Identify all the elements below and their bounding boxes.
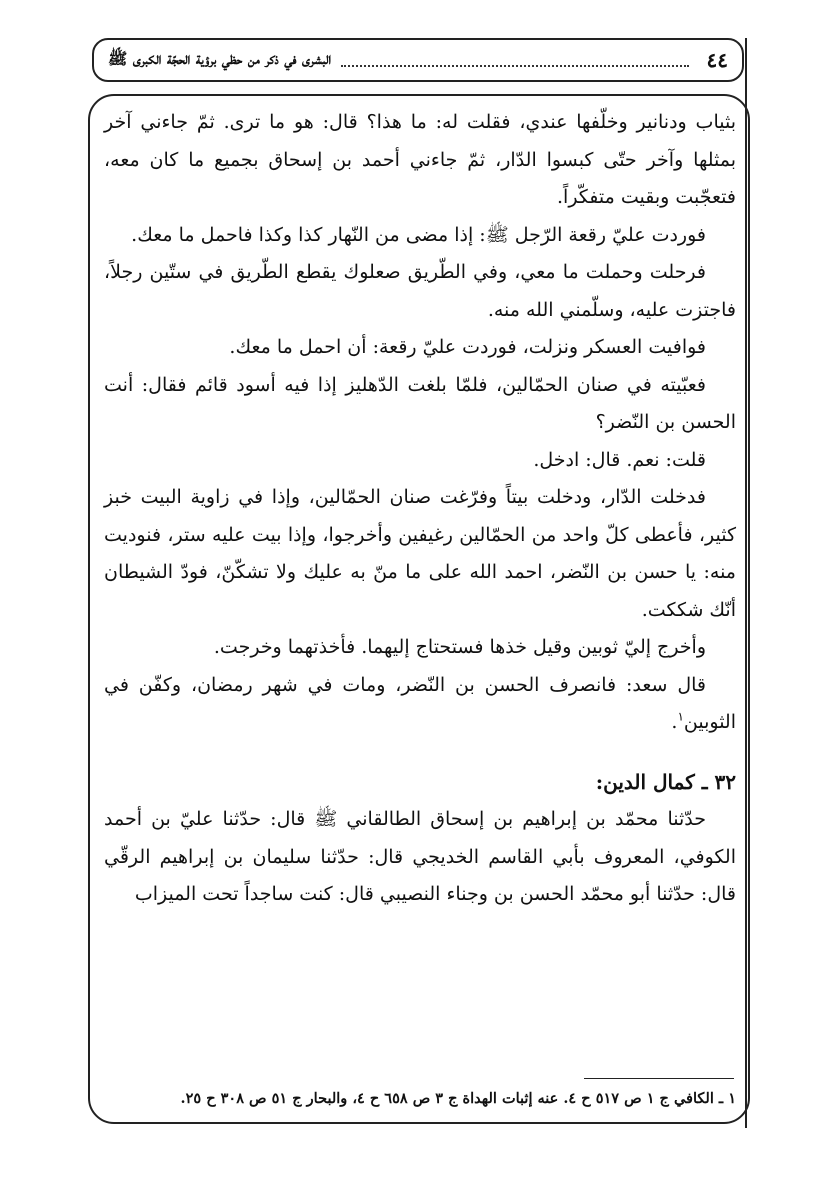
page-number: ٤٤ (706, 48, 728, 72)
paragraph: قلت: نعم. قال: ادخل. (533, 448, 706, 471)
leader-dots (341, 65, 688, 67)
paragraph-with-footnote (104, 667, 736, 742)
paragraph: فوافيت العسكر ونزلت، فوردت عليّ رقعة: أن احمل ما معك. (229, 336, 706, 358)
paragraph: فرحلت وحملت ما معي، وفي الطّريق صعلوك يقطع الطّريق في ستّين رجلاً، فاجتزت عليه، وسلّمني الله منه. (104, 261, 736, 321)
paragraph: حدّثنا محمّد بن إبراهيم بن إسحاق الطالقاني ﷺ قال: حدّثنا عليّ بن أحمد الكوفي، المعروف بأبي القاسم الخديجي قال: حدّثنا سليمان بن إبراهيم الرقّي قال: حدّثنا أبو محمّد الحسن بن وجناء النصيبي قال: كنت ساجداً تحت الميزاب (104, 808, 736, 905)
running-header (92, 38, 744, 82)
paragraph: وأخرج إليّ ثوبين وقيل خذها فستحتاج إليهما. فأخذتهما وخرجت. (213, 636, 706, 658)
paragraph: فوردت عليّ رقعة الرّجل ﷺ: إذا مضى من النّهار كذا وكذا فاحمل ما معك. (131, 223, 706, 246)
paragraph-text: قال سعد: فانصرف الحسن بن النّضر، ومات في شهر رمضان، وكفّن في الثوبين (104, 673, 736, 733)
paragraph: فعبّيته في صنان الحمّالين، فلمّا بلغت الدّهليز إذا فيه أسود قائم فقال: أنت الحسن بن النّضر؟ (104, 373, 736, 433)
footnote-reference: ١ (677, 709, 684, 724)
running-title: البشرى في ذكر من حظي برؤية الحجّة الكبرى ﷺ (108, 48, 332, 68)
footnote: ١ ـ الكافي ج ١ ص ٥١٧ ح ٤. عنه إثبات الهداة ج ٣ ص ٦٥٨ ح ٤، والبحار ج ٥١ ص ٣٠٨ ح ٢٥. (180, 1090, 736, 1107)
paragraph: بثياب ودنانير وخلّفها عندي، فقلت له: ما هذا؟ قال: هو ما ترى. ثمّ جاءني آخر بمثلها وآخر حتّى كبسوا الدّار، ثمّ جاءني أحمد بن إسحاق بجميع ما كان معه، فتعجّبت وبقيت متفكّراً. (104, 111, 736, 208)
paragraph-period: . (671, 711, 678, 733)
footnote-rule (584, 1078, 734, 1079)
paragraph: فدخلت الدّار، ودخلت بيتاً وفرّغت صنان الحمّالين، وإذا في زاوية البيت خبز كثير، فأعطى كلّ واحد من الحمّالين رغيفين وأخرجوا، وإذا بيت عليه ستر، فنوديت منه: يا حسن بن النّضر، احمد الله على ما منّ به عليك ولا تشكّنّ، فودّ الشيطان أنّك شككت. (104, 486, 736, 621)
page-body (104, 104, 736, 914)
section-heading: ٣٢ ـ كمال الدين: (595, 769, 736, 794)
